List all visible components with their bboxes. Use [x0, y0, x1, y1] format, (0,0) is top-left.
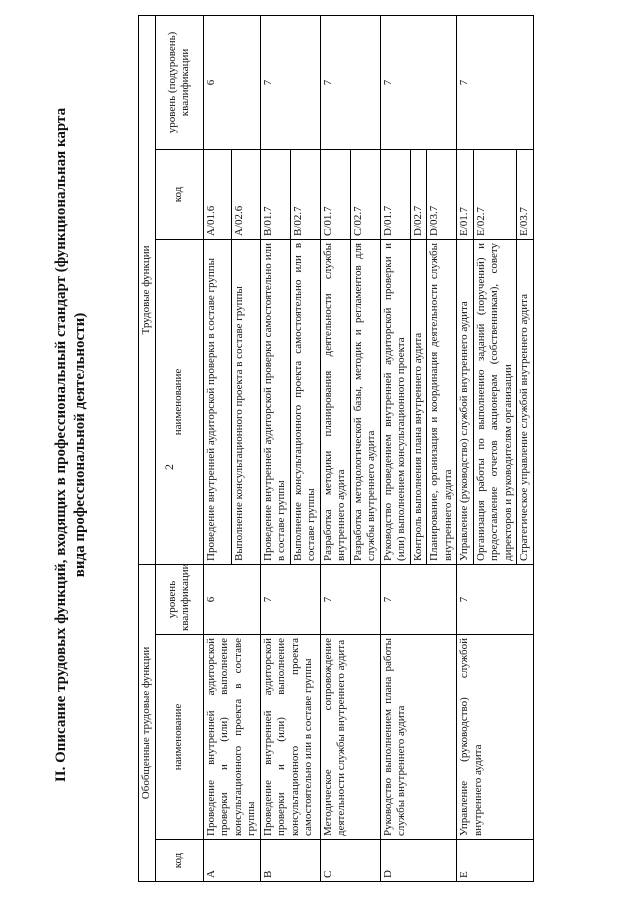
function-name: Проведение внутренней аудиторской проверки в составе группы [203, 239, 232, 564]
function-name: Выполнение консультационного проекта самостоятельно или в составе группы [290, 239, 320, 564]
group-code: D [380, 840, 457, 882]
function-code: E/03.7 [517, 149, 534, 239]
function-name: Руководство проведением внутренней аудиторской проверки и (или) выполнением консультационного проекта [380, 239, 410, 564]
table-row [380, 15, 410, 881]
group-level: 7 [320, 564, 380, 634]
function-level: 7 [380, 15, 457, 149]
function-name: Управление (руководство) службой внутреннего аудита [457, 239, 474, 564]
group-code: A [203, 840, 260, 882]
group-level: 7 [380, 564, 457, 634]
page-number: 2 [162, 464, 176, 470]
function-code: C/01.7 [320, 149, 350, 239]
function-level: 7 [457, 15, 534, 149]
col-tf-code: код [155, 149, 203, 239]
function-name: Контроль выполнения плана внутреннего аудита [410, 239, 427, 564]
col-code: код [155, 840, 203, 882]
function-name: Разработка методики планирования деятельности службы внутреннего аудита [320, 239, 350, 564]
function-code: E/02.7 [473, 149, 517, 239]
function-name: Планирование, организация и координация деятельности службы внутреннего аудита [427, 239, 457, 564]
group-name: Методическое сопровождение деятельности службы внутреннего аудита [320, 635, 380, 840]
function-code: A/01.6 [203, 149, 232, 239]
function-code: D/03.7 [427, 149, 457, 239]
function-level: 7 [260, 15, 320, 149]
group-name: Руководство выполнением плана работы службы внутреннего аудита [380, 635, 457, 840]
group-name: Проведение внутренней аудиторской проверки и (или) выполнение консультационного проекта самостоятельно или в составе группы [260, 635, 320, 840]
function-name: Проведение внутренней аудиторской проверки самостоятельно или в составе группы [260, 239, 290, 564]
function-level: 6 [203, 15, 260, 149]
function-level: 7 [320, 15, 380, 149]
group-name: Проведение внутренней аудиторской проверки и (или) выполнение консультационного проекта в составе группы [203, 635, 260, 840]
table-row [260, 15, 290, 881]
table-row [320, 15, 350, 881]
section-heading: II. Описание трудовых функций, входящих в профессиональный стандарт (функциональная карта вида профессиональной деятельности) [53, 107, 88, 783]
function-code: D/02.7 [410, 149, 427, 239]
col-tf-level: уровень (подуровень) квалификации [155, 15, 203, 149]
group-code: C [320, 840, 380, 882]
function-code: E/01.7 [457, 149, 474, 239]
function-name: Стратегическое управление службой внутреннего аудита [517, 239, 534, 564]
col-tf-name: наименование [155, 239, 203, 564]
function-code: C/02.7 [350, 149, 380, 239]
functional-map-table [138, 15, 534, 882]
function-code: D/01.7 [380, 149, 410, 239]
table-row [457, 15, 474, 881]
group-level: 6 [203, 564, 260, 634]
group-code: E [457, 840, 534, 882]
function-code: B/02.7 [290, 149, 320, 239]
col-level: уровень квалификации [155, 564, 203, 634]
group-name: Управление (руководство) службой внутреннего аудита [457, 635, 534, 840]
function-code: A/02.6 [232, 149, 261, 239]
group-level: 7 [260, 564, 320, 634]
generalized-functions-header: Обобщенные трудовые функции [139, 564, 156, 881]
group-level: 7 [457, 564, 534, 634]
labor-functions-header: Трудовые функции [139, 15, 156, 564]
col-name: наименование [155, 635, 203, 840]
function-name: Разработка методологической базы, методик и регламентов для службы внутреннего аудита [350, 239, 380, 564]
function-code: B/01.7 [260, 149, 290, 239]
group-code: B [260, 840, 320, 882]
function-name: Организация работы по выполнению заданий (поручений) и предоставление отчетов акционерам (собственникам), совету директоров и руководителям организации [473, 239, 517, 564]
function-name: Выполнение консультационного проекта в составе группы [232, 239, 261, 564]
table-row [203, 15, 232, 881]
